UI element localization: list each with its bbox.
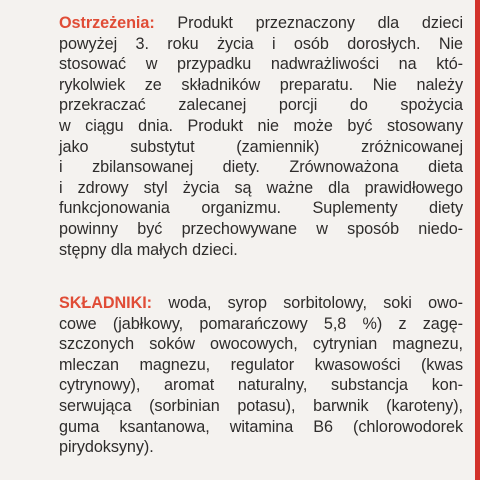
- warning-line: funkcjonowania organizmu. Suplementy diety: [59, 199, 463, 218]
- warning-line: powyżej 3. roku życia i osób dorosłych. Nie: [59, 34, 463, 53]
- ingredients-line: serwująca (sorbinian potasu), barwnik (karoteny),: [59, 396, 463, 415]
- ingredients-line: guma ksantanowa, witamina B6 (chlorowodorek: [59, 417, 463, 436]
- warning-line: powinny być przechowywane w sposób niedo-: [59, 219, 463, 238]
- warning-line: jako substytut (zamiennik) zróżnicowanej: [59, 137, 463, 156]
- ingredients-line: cowe (jabłkowy, pomarańczowy 5,8 %) z zagę-: [59, 314, 463, 333]
- warning-line-text: Produkt przeznaczony dla dzieci: [154, 14, 463, 32]
- red-edge-stripe: [475, 0, 480, 480]
- warning-line: rykolwiek ze składników preparatu. Nie należy: [59, 75, 463, 94]
- ingredients-line: cytrynowy), aromat naturalny, substancja kon-: [59, 376, 463, 395]
- ingredients-line: pirydoksyny).: [59, 438, 154, 457]
- ingredients-line: szczonych soków owocowych, cytrynian magnezu,: [59, 335, 463, 354]
- warning-section: [59, 13, 463, 260]
- ingredients-line-1: [59, 293, 463, 314]
- warning-line: i zdrowy styl życia są ważne dla prawidłowego: [59, 178, 463, 197]
- warning-line-1: [59, 13, 463, 34]
- ingredients-heading: SKŁADNIKI:: [59, 294, 153, 312]
- warning-line: w ciągu dnia. Produkt nie może być stosowany: [59, 116, 463, 135]
- ingredients-line-text: woda, syrop sorbitolowy, soki owo-: [152, 294, 463, 312]
- ingredients-section: [59, 293, 463, 458]
- warning-line: stosować w przypadku nadwrażliwości na któ-: [59, 55, 463, 74]
- ingredients-line: mleczan magnezu, regulator kwasowości (kwas: [59, 355, 463, 374]
- warning-line: i zbilansowanej diety. Zrównoważona dieta: [59, 158, 463, 177]
- warning-line: przekraczać zalecanej porcji do spożycia: [59, 96, 463, 115]
- warning-heading: Ostrzeżenia:: [59, 14, 155, 32]
- warning-line: stępny dla małych dzieci.: [59, 240, 238, 259]
